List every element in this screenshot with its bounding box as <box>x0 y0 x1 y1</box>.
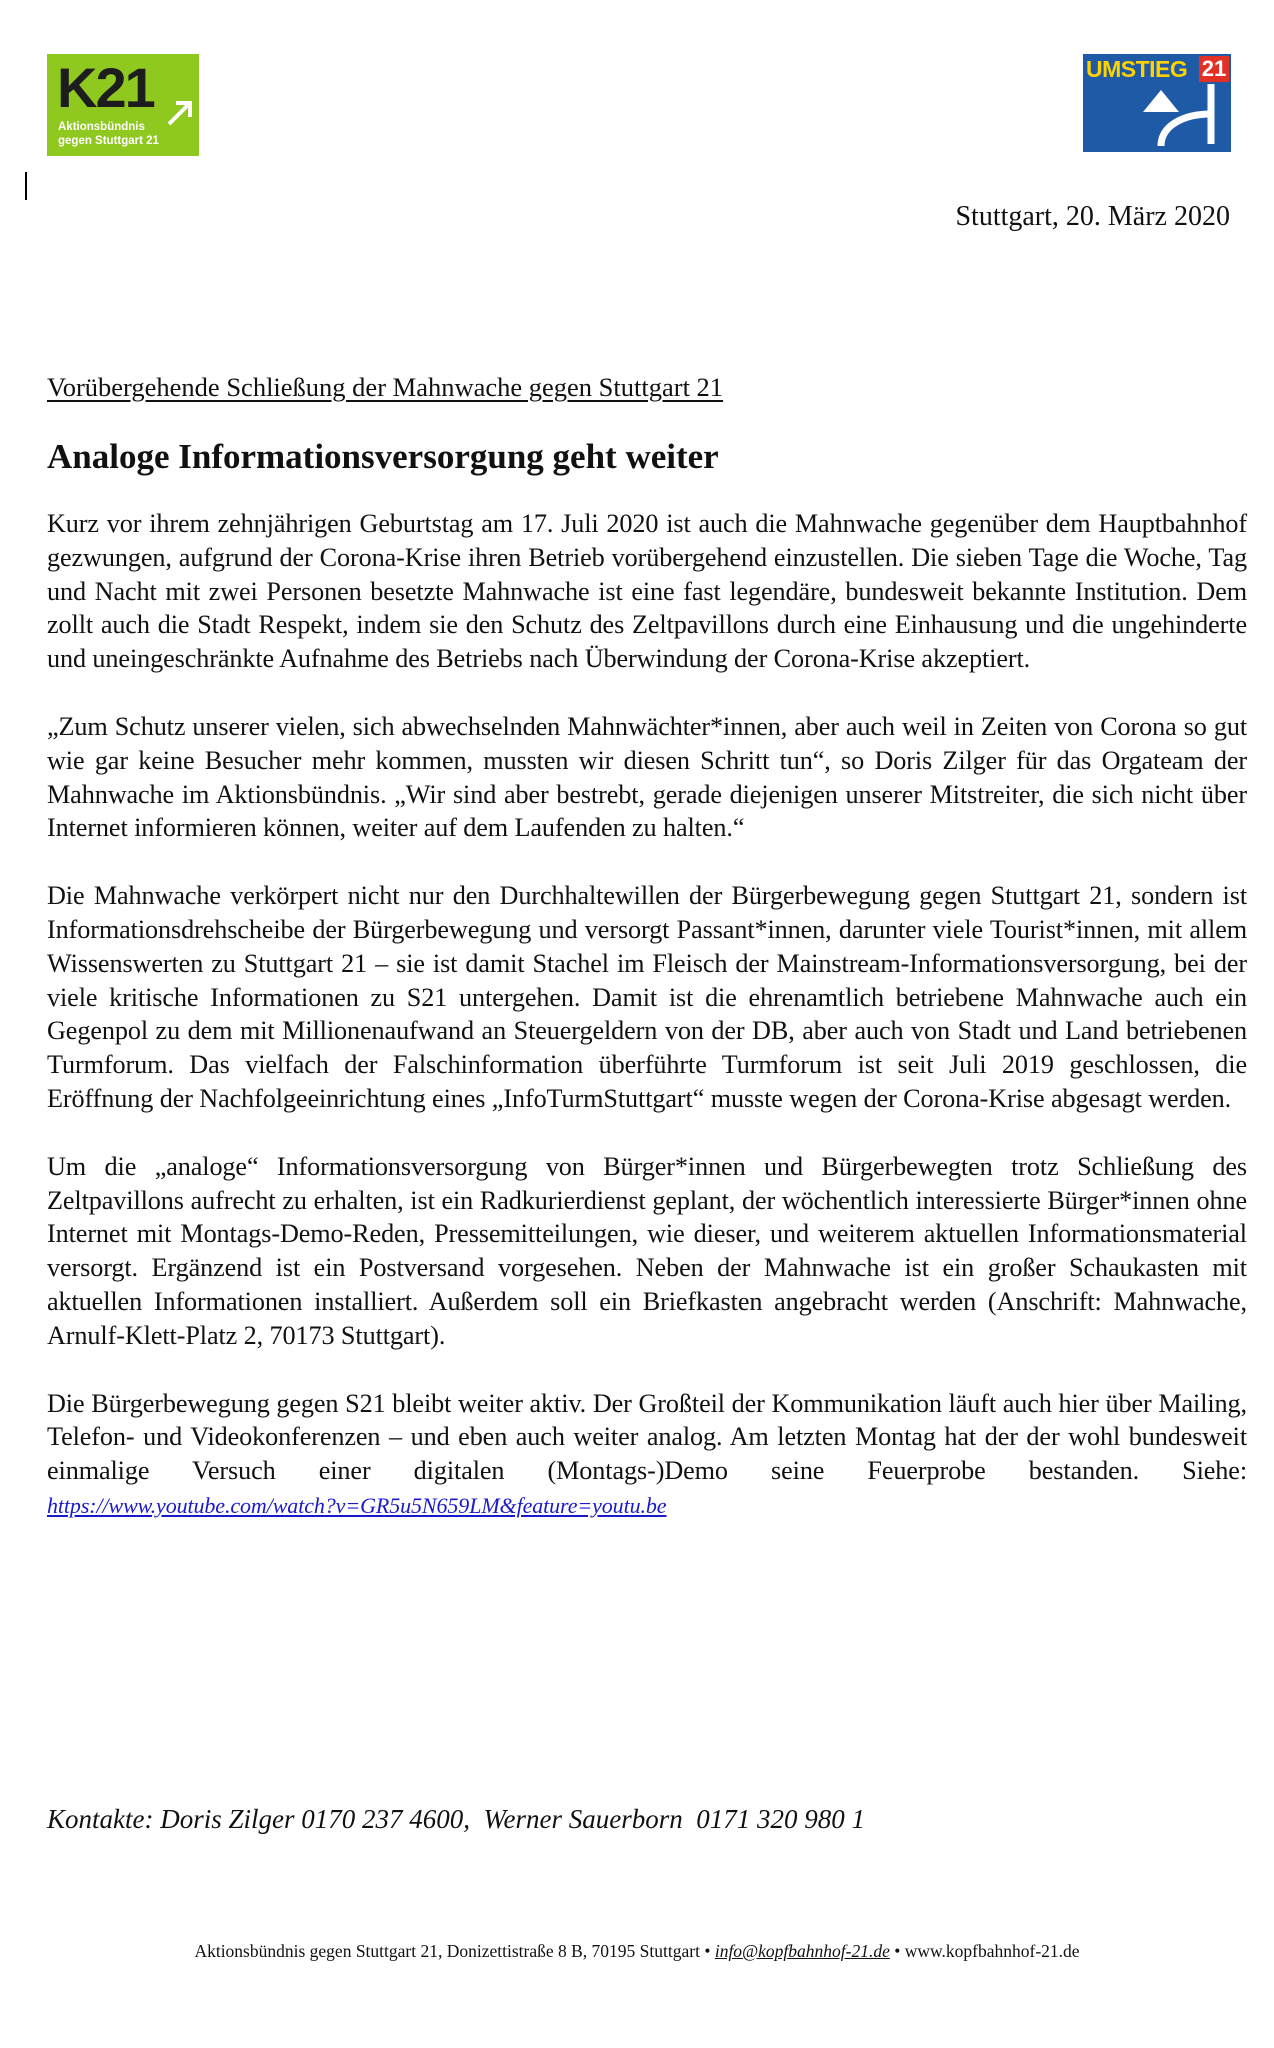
k21-logo <box>47 54 199 156</box>
umstieg21-logo <box>1083 54 1231 152</box>
paragraph-5-text: Die Bürgerbewegung gegen S21 bleibt weiter aktiv. Der Großteil der Kommunikation läuft auch hier über Mailing, Telefon- und Videokonferenzen – und eben auch weiter analog. Am letzten Montag hat der der wohl bundesweit einmalige Versuch einer digitalen (Montags-)Demo seine Feuerprobe bestanden. Siehe: <box>47 1388 1247 1486</box>
paragraph-3: Die Mahnwache verkörpert nicht nur den Durchhaltewillen der Bürgerbewegung gegen Stuttgart 21, sondern ist Informationsdrehscheibe der Bürgerbewegung und versorgt Passant*innen, darunter viele Tourist*innen, mit allem Wissenswerten zu Stuttgart 21 – sie ist damit Stachel im Fleisch der Mainstream-Informationsversorgung, bei der viele kritische Informationen zu S21 untergehen. Damit ist die ehrenamtlich betriebene Mahnwache auch ein Gegenpol zu dem mit Millionenaufwand an Steuergeldern von der DB, aber auch von Stadt und Land betriebenen Turmforum. Das vielfach der Falschinformation überführte Turmforum ist seit Juli 2019 geschlossen, die Eröffnung der Nachfolgeeinrichtung eines „InfoTurmStuttgart“ musste wegen der Corona-Krise abgesagt werden. <box>47 881 1247 1113</box>
k21-logo-title: K21 <box>57 56 154 119</box>
text-cursor <box>25 172 27 200</box>
contacts-line: Kontakte: Doris Zilger 0170 237 4600, Werner Sauerborn 0171 320 980 1 <box>47 1804 865 1834</box>
paragraph-5 <box>47 1387 1247 1523</box>
umstieg-logo-number: 21 <box>1199 56 1229 82</box>
youtube-link[interactable]: https://www.youtube.com/watch?v=GR5u5N659LM&feature=youtu.be <box>47 1492 667 1518</box>
arrow-up-right-icon <box>165 98 195 128</box>
document-date: Stuttgart, 20. März 2020 <box>955 201 1230 232</box>
headline: Analoge Informationsversorgung geht weiter <box>47 437 719 476</box>
footer <box>0 1940 1274 1962</box>
kicker-line: Vorübergehende Schließung der Mahnwache gegen Stuttgart 21 <box>47 372 724 402</box>
footer-website[interactable]: www.kopfbahnhof-21.de <box>904 1941 1080 1961</box>
paragraph-4: Um die „analoge“ Informationsversorgung von Bürger*innen und Bürgerbewegten trotz Schließung des Zeltpavillons aufrecht zu erhalten, ist ein Radkurierdienst geplant, der wöchentlich interessierte Bürger*innen ohne Internet mit Montags-Demo-Reden, Pressemitteilungen, wie dieser, und weiterem aktuellen Informationsmaterial versorgt. Ergänzend ist ein Postversand vorgesehen. Neben der Mahnwache ist ein großer Schaukasten mit aktuellen Informationen installiert. Außerdem soll ein Briefkasten angebracht werden (Anschrift: Mahnwache, Arnulf-Klett-Platz 2, 70173 Stuttgart). <box>47 1151 1247 1350</box>
umstieg-logo-title: UMSTIEG <box>1086 56 1188 82</box>
footer-email-link[interactable]: info@kopfbahnhof-21.de <box>714 1941 890 1961</box>
footer-address: Aktionsbündnis gegen Stuttgart 21, Donizettistraße 8 B, 70195 Stuttgart • <box>194 1941 711 1961</box>
k21-logo-subtitle: Aktionsbündnis gegen Stuttgart 21 <box>58 121 159 147</box>
footer-separator: • <box>894 1941 901 1961</box>
paragraph-1: Kurz vor ihrem zehnjährigen Geburtstag am 17. Juli 2020 ist auch die Mahnwache gegenüber dem Hauptbahnhof gezwungen, aufgrund der Corona-Krise ihren Betrieb vorübergehend einzustellen. Die sieben Tage die Woche, Tag und Nacht mit zwei Personen besetzte Mahnwache ist eine fast legendäre, bundesweit bekannte Institution. Dem zollt auch die Stadt Respekt, indem sie den Schutz des Zeltpavillons durch eine Einhausung und die ungehinderte und uneingeschränkte Aufnahme des Betriebs nach Überwindung der Corona-Krise akzeptiert. <box>47 509 1247 674</box>
body-text <box>47 507 1247 1557</box>
paragraph-2: „Zum Schutz unserer vielen, sich abwechselnden Mahnwächter*innen, aber auch weil in Zeiten von Corona so gut wie gar keine Besucher mehr kommen, mussten wir diesen Schritt tun“, so Doris Zilger für das Orgateam der Mahnwache im Aktionsbündnis. „Wir sind aber bestrebt, gerade diejenigen unserer Mitstreiter, die sich nicht über Internet informieren können, weiter auf dem Laufenden zu halten.“ <box>47 711 1247 843</box>
